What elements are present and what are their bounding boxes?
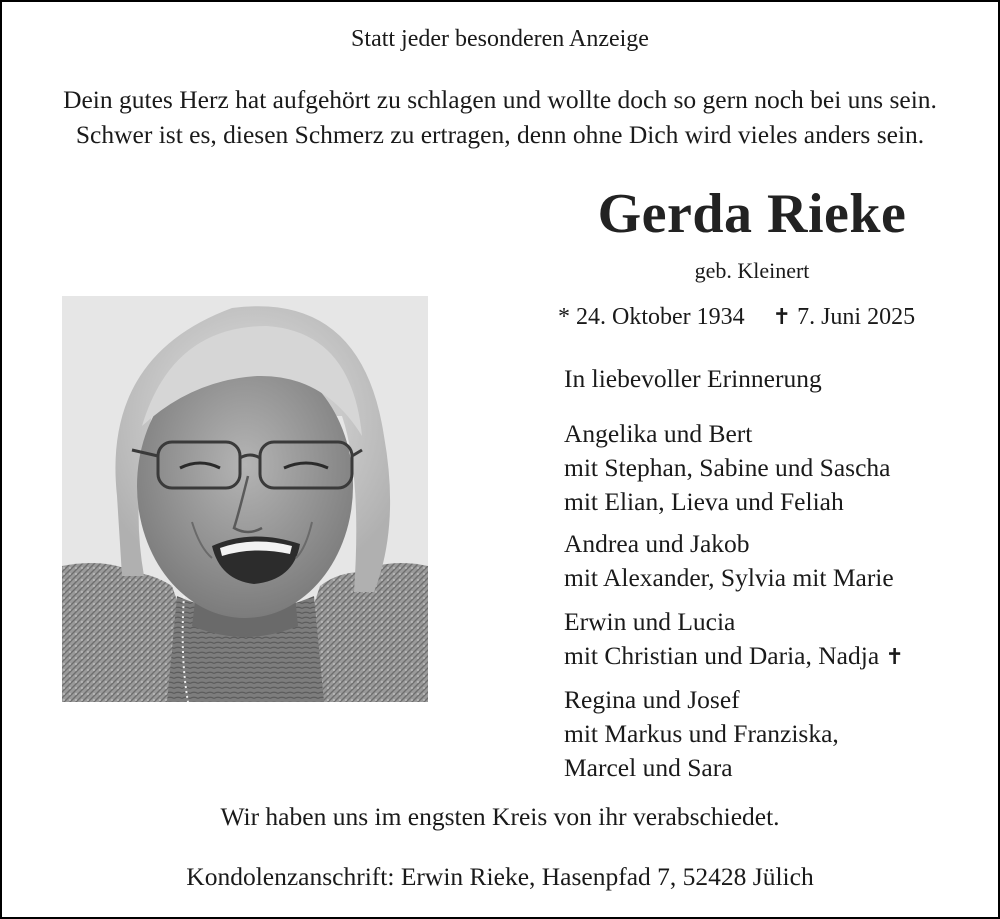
death-date: 7. Juni 2025 (797, 304, 916, 330)
family-group (564, 605, 904, 675)
family-line: mit Christian und Daria, Nadja (564, 641, 880, 670)
family-group (564, 683, 839, 785)
cross-icon: ✝ (885, 645, 904, 670)
family-group (564, 417, 891, 519)
verse-line: Schwer ist es, diesen Schmerz zu ertragen, denn ohne Dich wird vieles anders sein. (75, 120, 925, 149)
family-line: Regina und Josef (564, 685, 740, 714)
family-line: Andrea und Jakob (564, 529, 750, 558)
memory-line: In liebevoller Erinnerung (564, 364, 822, 393)
family-group (564, 527, 894, 595)
deceased-name: Gerda Rieke (597, 183, 907, 245)
portrait-photo (62, 296, 428, 702)
birth-name: geb. Kleinert (694, 258, 810, 283)
family-line: mit Markus und Franziska, (564, 719, 839, 748)
farewell-note: Wir haben uns im engsten Kreis von ihr verabschiedet. (220, 802, 780, 831)
family-line: Erwin und Lucia (564, 607, 736, 636)
family-line: Marcel und Sara (564, 753, 733, 782)
cross-icon: ✝ (772, 305, 792, 330)
family-line: mit Alexander, Sylvia mit Marie (564, 563, 894, 592)
condolence-address: Kondolenzanschrift: Erwin Rieke, Hasenpfad 7, 52428 Jülich (186, 862, 814, 891)
header-note: Statt jeder besonderen Anzeige (351, 26, 649, 52)
family-line: Angelika und Bert (564, 419, 753, 448)
family-line-with-cross (564, 639, 904, 675)
verse (2, 82, 998, 152)
verse-line: Dein gutes Herz hat aufgehört zu schlagen und wollte doch so gern noch bei uns sein. (63, 85, 937, 114)
birth-date: * 24. Oktober 1934 (558, 304, 745, 330)
life-dates (558, 304, 915, 331)
family-line: mit Elian, Lieva und Feliah (564, 487, 844, 516)
family-line: mit Stephan, Sabine und Sascha (564, 453, 891, 482)
